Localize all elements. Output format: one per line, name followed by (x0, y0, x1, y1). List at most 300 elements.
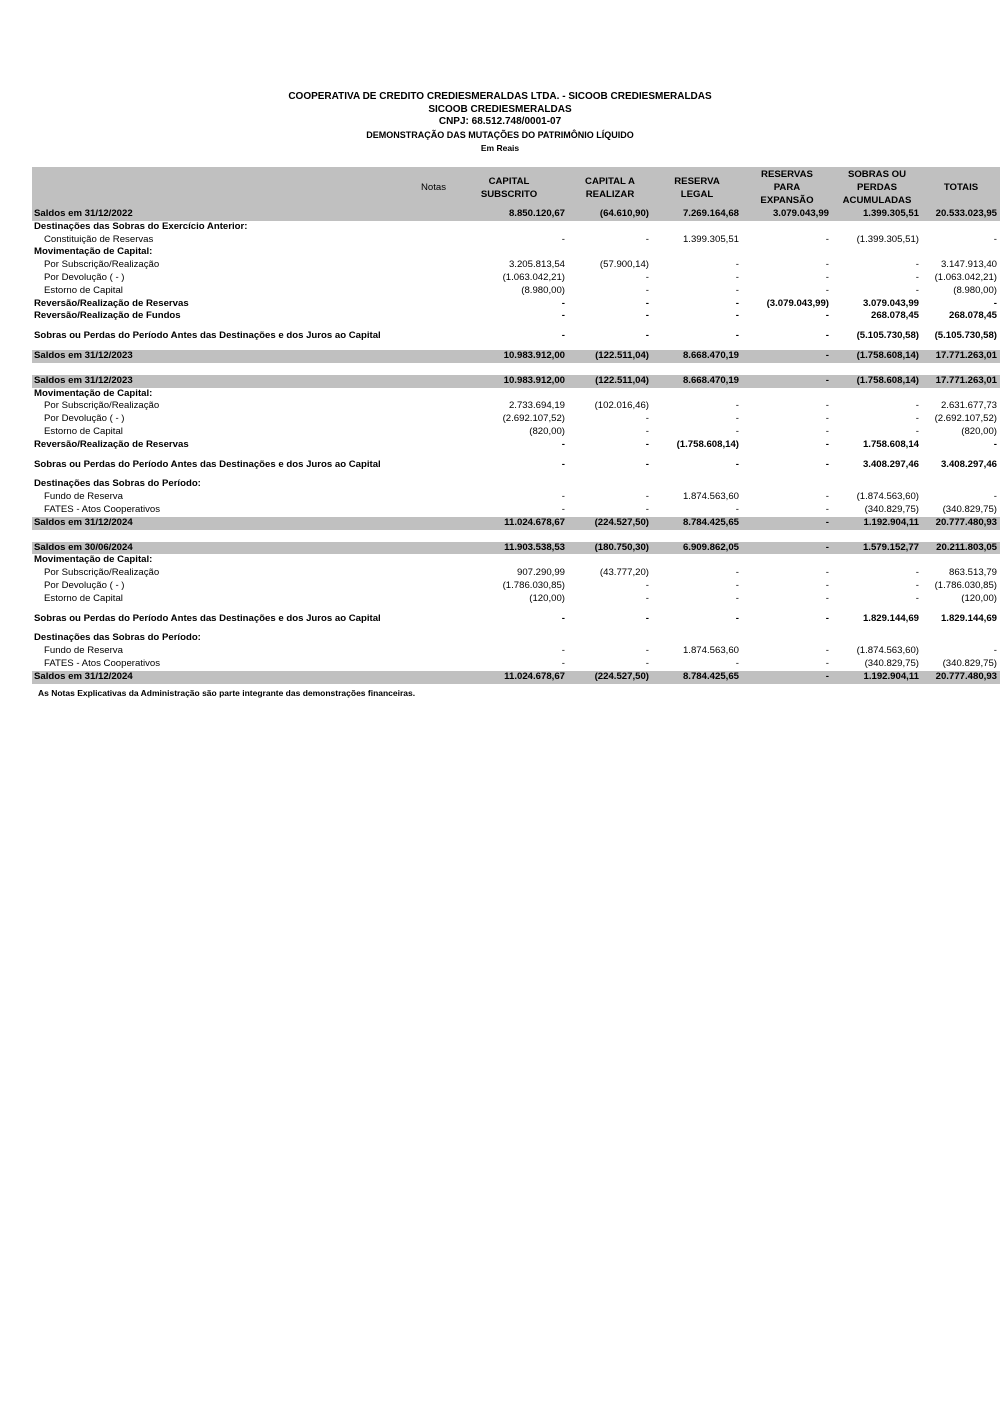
value-cell (568, 554, 652, 567)
value-cell: 2.733.694,19 (508, 400, 565, 412)
header-capital-subscrito (450, 167, 568, 208)
table-row (32, 272, 1000, 285)
spacer-row (32, 471, 1000, 478)
value-cell (416, 645, 450, 658)
value-cell (416, 504, 450, 517)
row-label: Destinações das Sobras do Período: (34, 632, 201, 644)
table-row (32, 645, 1000, 658)
table-row (32, 632, 1000, 645)
balance-row (32, 375, 1000, 388)
spacer-row (32, 625, 1000, 632)
table-row (32, 567, 1000, 580)
spacer-cell (32, 606, 1000, 613)
table-row (32, 234, 1000, 247)
value-cell: - (735, 425, 739, 437)
spacer-cell (32, 452, 1000, 459)
spacer-cell (32, 343, 1000, 350)
value-cell: 1.874.563,60 (682, 491, 739, 503)
value-cell: (1.758.608,14) (832, 350, 922, 363)
value-cell (416, 580, 450, 593)
table-row (32, 285, 1000, 298)
value-cell: (102.016,46) (594, 400, 649, 412)
row-label: Estorno de Capital (44, 284, 123, 296)
value-cell: - (645, 425, 649, 437)
value-cell (416, 330, 450, 343)
row-label: Por Subscrição/Realização (44, 567, 160, 579)
value-cell: (340.829,75) (942, 657, 997, 669)
value-cell: - (645, 413, 649, 425)
value-cell: - (825, 400, 829, 412)
value-cell: - (645, 438, 649, 450)
value-cell: - (735, 297, 739, 309)
value-cell (652, 554, 742, 567)
value-cell: - (915, 567, 919, 579)
row-label: FATES - Atos Cooperativos (44, 657, 161, 669)
value-cell: - (993, 645, 997, 657)
value-cell: - (993, 233, 997, 245)
value-cell (742, 221, 832, 234)
value-cell: - (742, 671, 832, 684)
table-row (32, 388, 1000, 401)
value-cell: (340.829,75) (942, 503, 997, 515)
value-cell: - (735, 271, 739, 283)
value-cell: (2.692.107,52) (502, 413, 565, 425)
value-cell: - (915, 271, 919, 283)
row-label: Movimentação de Capital: (34, 387, 153, 399)
row-label: Por Devolução ( - ) (44, 271, 125, 283)
value-cell: - (645, 297, 649, 309)
value-cell: - (735, 612, 739, 624)
value-cell (416, 259, 450, 272)
balance-row (32, 208, 1000, 221)
header-line: CAPITAL (488, 175, 530, 187)
spacer-row (32, 530, 1000, 542)
value-cell: - (645, 330, 649, 342)
row-label: Saldos em 31/12/2024 (32, 671, 416, 684)
header-line: SOBRAS OU (847, 169, 907, 180)
row-label: Por Devolução ( - ) (44, 579, 125, 591)
value-cell: - (825, 579, 829, 591)
table-row (32, 478, 1000, 491)
value-cell: - (742, 350, 832, 363)
value-cell: - (735, 310, 739, 322)
value-cell: - (645, 491, 649, 503)
value-cell (450, 478, 568, 491)
value-cell: - (825, 259, 829, 271)
value-cell: - (742, 517, 832, 530)
value-cell: 17.771.263,01 (922, 375, 1000, 388)
value-cell (416, 413, 450, 426)
value-cell: - (735, 413, 739, 425)
value-cell: - (561, 310, 565, 322)
header-reserva-legal (652, 167, 742, 208)
value-cell: 1.399.305,51 (682, 233, 739, 245)
value-cell: 1.874.563,60 (682, 645, 739, 657)
value-cell: 11.024.678,67 (450, 671, 568, 684)
header-line: PERDAS (857, 182, 897, 193)
table-row (32, 504, 1000, 517)
value-cell: (5.105.730,58) (856, 330, 919, 342)
value-cell (416, 298, 450, 311)
header-sobras-perdas (832, 167, 922, 208)
value-cell (416, 593, 450, 606)
document-header (0, 91, 1000, 155)
value-cell (450, 554, 568, 567)
value-cell (416, 350, 450, 363)
header-line: CAPITAL A (585, 175, 635, 187)
table-row (32, 613, 1000, 626)
value-cell (416, 439, 450, 452)
value-cell (450, 246, 568, 259)
value-cell: - (915, 259, 919, 271)
value-cell: - (735, 579, 739, 591)
header-line: REALIZAR (585, 188, 635, 200)
value-cell: - (645, 233, 649, 245)
value-cell: (3.079.043,99) (766, 297, 829, 309)
value-cell: 268.078,45 (948, 310, 997, 322)
value-cell: (340.829,75) (864, 503, 919, 515)
value-cell (416, 388, 450, 401)
value-cell: 8.850.120,67 (450, 208, 568, 221)
value-cell: 907.290,99 (516, 567, 565, 579)
header-line: RESERVA (674, 175, 720, 187)
header-line: EXPANSÃO (760, 195, 814, 206)
balance-row (32, 350, 1000, 363)
spacer-row (32, 606, 1000, 613)
value-cell: - (825, 592, 829, 604)
value-cell: - (645, 592, 649, 604)
value-cell: 863.513,79 (948, 567, 997, 579)
header-reservas-expansao (742, 167, 832, 208)
spacer-row (32, 343, 1000, 350)
table-row (32, 593, 1000, 606)
currency-note: Em Reais (480, 142, 520, 153)
value-cell: - (735, 400, 739, 412)
value-cell (922, 388, 1000, 401)
row-label: Fundo de Reserva (44, 645, 123, 657)
balance-row (32, 671, 1000, 684)
value-cell: 8.784.425,65 (652, 671, 742, 684)
row-label: Reversão/Realização de Reservas (34, 297, 189, 309)
value-cell: (820,00) (961, 425, 997, 437)
balance-row (32, 542, 1000, 555)
table-row (32, 426, 1000, 439)
value-cell: - (645, 310, 649, 322)
table-row (32, 439, 1000, 452)
value-cell (742, 388, 832, 401)
value-cell: - (561, 503, 565, 515)
value-cell: 10.983.912,00 (450, 375, 568, 388)
value-cell: (122.511,04) (568, 375, 652, 388)
equity-changes-table (32, 167, 1000, 684)
value-cell (416, 310, 450, 323)
value-cell: - (825, 310, 829, 322)
value-cell (416, 658, 450, 671)
value-cell (416, 459, 450, 472)
value-cell (416, 246, 450, 259)
row-label: Reversão/Realização de Reservas (34, 438, 189, 450)
value-cell: - (645, 579, 649, 591)
value-cell: 20.777.480,93 (922, 517, 1000, 530)
value-cell: - (825, 567, 829, 579)
value-cell: 1.579.152,77 (832, 542, 922, 555)
value-cell: - (742, 375, 832, 388)
value-cell (450, 388, 568, 401)
value-cell (416, 221, 450, 234)
value-cell (568, 388, 652, 401)
value-cell (450, 632, 568, 645)
value-cell: - (735, 503, 739, 515)
value-cell: - (645, 657, 649, 669)
value-cell: - (735, 284, 739, 296)
balance-row (32, 517, 1000, 530)
value-cell: 2.631.677,73 (940, 400, 997, 412)
row-label: Destinações das Sobras do Período: (34, 478, 201, 490)
row-label: FATES - Atos Cooperativos (44, 503, 161, 515)
value-cell (742, 478, 832, 491)
value-cell (652, 221, 742, 234)
value-cell (742, 632, 832, 645)
value-cell: 1.829.144,69 (862, 612, 919, 624)
value-cell (450, 221, 568, 234)
value-cell: (1.786.030,85) (502, 579, 565, 591)
value-cell (416, 272, 450, 285)
value-cell: - (915, 425, 919, 437)
value-cell: (1.758.608,14) (832, 375, 922, 388)
row-label: Por Subscrição/Realização (44, 400, 160, 412)
value-cell: 20.211.803,05 (922, 542, 1000, 555)
value-cell (416, 567, 450, 580)
value-cell (568, 632, 652, 645)
table-row (32, 413, 1000, 426)
value-cell: - (825, 612, 829, 624)
value-cell: - (645, 503, 649, 515)
value-cell: - (915, 400, 919, 412)
value-cell: - (825, 233, 829, 245)
value-cell (416, 613, 450, 626)
row-label: Por Devolução ( - ) (44, 413, 125, 425)
header-line: RESERVAS (761, 169, 813, 180)
value-cell: - (645, 612, 649, 624)
value-cell: - (561, 491, 565, 503)
value-cell: 268.078,45 (870, 310, 919, 322)
value-cell: - (561, 657, 565, 669)
value-cell (742, 246, 832, 259)
value-cell: - (735, 657, 739, 669)
footnote: As Notas Explicativas da Administração são parte integrante das demonstrações financeiras. (38, 688, 416, 698)
table-row (32, 580, 1000, 593)
value-cell (922, 478, 1000, 491)
row-label: Estorno de Capital (44, 592, 123, 604)
value-cell (568, 246, 652, 259)
header-label-cell (32, 167, 416, 208)
value-cell (568, 221, 652, 234)
value-cell (416, 542, 450, 555)
row-label: Saldos em 31/12/2024 (32, 517, 416, 530)
value-cell: (57.900,14) (599, 259, 649, 271)
value-cell: - (825, 491, 829, 503)
row-label: Por Subscrição/Realização (44, 259, 160, 271)
value-cell: 1.758.608,14 (862, 438, 919, 450)
value-cell: - (561, 297, 565, 309)
value-cell: - (825, 503, 829, 515)
value-cell: - (561, 645, 565, 657)
value-cell: - (825, 330, 829, 342)
cnpj: CNPJ: 68.512.748/0001-07 (438, 116, 562, 127)
value-cell (922, 246, 1000, 259)
value-cell: (820,00) (529, 425, 565, 437)
value-cell (832, 478, 922, 491)
value-cell: 7.269.164,68 (652, 208, 742, 221)
spacer-cell (32, 471, 1000, 478)
row-label: Movimentação de Capital: (34, 554, 153, 566)
value-cell: - (645, 284, 649, 296)
value-cell: - (561, 612, 565, 624)
value-cell (652, 478, 742, 491)
spacer-cell (32, 363, 1000, 375)
value-cell (416, 478, 450, 491)
table-row (32, 491, 1000, 504)
row-label: Sobras ou Perdas do Período Antes das Destinações e dos Juros ao Capital (34, 612, 381, 624)
value-cell: 11.024.678,67 (450, 517, 568, 530)
value-cell: - (915, 284, 919, 296)
table-row (32, 221, 1000, 234)
table-row (32, 298, 1000, 311)
table-row (32, 310, 1000, 323)
spacer-cell (32, 625, 1000, 632)
value-cell (832, 632, 922, 645)
value-cell (416, 632, 450, 645)
value-cell: 3.079.043,99 (742, 208, 832, 221)
value-cell: (1.063.042,21) (934, 271, 997, 283)
value-cell: (1.874.563,60) (856, 645, 919, 657)
value-cell: (120,00) (529, 592, 565, 604)
header-line: ACUMULADAS (842, 195, 912, 206)
value-cell: (8.980,00) (953, 284, 997, 296)
value-cell: (180.750,30) (568, 542, 652, 555)
value-cell: - (915, 413, 919, 425)
value-cell: - (825, 645, 829, 657)
value-cell (832, 388, 922, 401)
row-label: Destinações das Sobras do Exercício Anterior: (34, 220, 248, 232)
value-cell: 1.399.305,51 (832, 208, 922, 221)
value-cell: - (915, 592, 919, 604)
value-cell: 3.147.913,40 (940, 259, 997, 271)
value-cell: (1.063.042,21) (502, 271, 565, 283)
header-line: PARA (773, 182, 801, 193)
value-cell: 1.192.904,11 (832, 671, 922, 684)
value-cell: - (825, 284, 829, 296)
value-cell: 17.771.263,01 (922, 350, 1000, 363)
value-cell: - (993, 438, 997, 450)
value-cell (922, 632, 1000, 645)
row-label: Saldos em 31/12/2023 (32, 375, 416, 388)
value-cell: - (825, 458, 829, 470)
value-cell: - (561, 330, 565, 342)
table-row (32, 658, 1000, 671)
value-cell: (43.777,20) (599, 567, 649, 579)
spacer-row (32, 452, 1000, 459)
value-cell: - (825, 657, 829, 669)
value-cell: - (825, 413, 829, 425)
value-cell: 1.192.904,11 (832, 517, 922, 530)
value-cell (832, 554, 922, 567)
value-cell: 8.668.470,19 (652, 350, 742, 363)
value-cell (416, 491, 450, 504)
value-cell (416, 517, 450, 530)
row-label: Estorno de Capital (44, 425, 123, 437)
value-cell (568, 478, 652, 491)
value-cell (416, 208, 450, 221)
value-cell: 11.903.538,53 (450, 542, 568, 555)
value-cell: - (735, 330, 739, 342)
statement-title: DEMONSTRAÇÃO DAS MUTAÇÕES DO PATRIMÔNIO LÍQUIDO (366, 129, 634, 140)
company-name: COOPERATIVA DE CREDITO CREDIESMERALDAS LTDA. - SICOOB CREDIESMERALDAS (288, 91, 712, 102)
value-cell: (224.527,50) (568, 517, 652, 530)
value-cell: - (915, 579, 919, 591)
table-row (32, 459, 1000, 472)
value-cell: (64.610,90) (568, 208, 652, 221)
value-cell: (1.786.030,85) (934, 579, 997, 591)
value-cell: (8.980,00) (521, 284, 565, 296)
value-cell: (340.829,75) (864, 657, 919, 669)
row-label: Constituição de Reservas (44, 233, 154, 245)
value-cell (416, 671, 450, 684)
value-cell: 20.777.480,93 (922, 671, 1000, 684)
value-cell (416, 400, 450, 413)
table-row (32, 400, 1000, 413)
value-cell: 3.408.297,46 (862, 458, 919, 470)
value-cell: (122.511,04) (568, 350, 652, 363)
value-cell: - (645, 645, 649, 657)
value-cell: - (735, 458, 739, 470)
company-short-name: SICOOB CREDIESMERALDAS (428, 103, 572, 115)
header-notas: Notas (416, 167, 450, 208)
value-cell: - (561, 438, 565, 450)
value-cell: (1.758.608,14) (676, 438, 739, 450)
row-label: Saldos em 30/06/2024 (32, 542, 416, 555)
value-cell: (5.105.730,58) (934, 330, 997, 342)
value-cell: 10.983.912,00 (450, 350, 568, 363)
row-label: Fundo de Reserva (44, 491, 123, 503)
row-label: Sobras ou Perdas do Período Antes das Destinações e dos Juros ao Capital (34, 458, 381, 470)
value-cell: 3.079.043,99 (862, 297, 919, 309)
spacer-row (32, 363, 1000, 375)
spacer-row (32, 323, 1000, 330)
row-label: Reversão/Realização de Fundos (34, 310, 181, 322)
value-cell: 3.408.297,46 (940, 458, 997, 470)
value-cell: - (561, 233, 565, 245)
row-label: Saldos em 31/12/2023 (32, 350, 416, 363)
value-cell: 3.205.813,54 (508, 259, 565, 271)
spacer-cell (32, 530, 1000, 542)
header-line: LEGAL (680, 188, 714, 200)
value-cell: 8.668.470,19 (652, 375, 742, 388)
value-cell (922, 221, 1000, 234)
row-label: Saldos em 31/12/2022 (32, 208, 416, 221)
value-cell: 6.909.862,05 (652, 542, 742, 555)
table-row (32, 554, 1000, 567)
value-cell: (2.692.107,52) (934, 413, 997, 425)
table-header-row (32, 167, 1000, 208)
value-cell (652, 632, 742, 645)
value-cell: (224.527,50) (568, 671, 652, 684)
table-row (32, 246, 1000, 259)
value-cell: - (735, 592, 739, 604)
value-cell (652, 246, 742, 259)
value-cell (832, 221, 922, 234)
value-cell (742, 554, 832, 567)
